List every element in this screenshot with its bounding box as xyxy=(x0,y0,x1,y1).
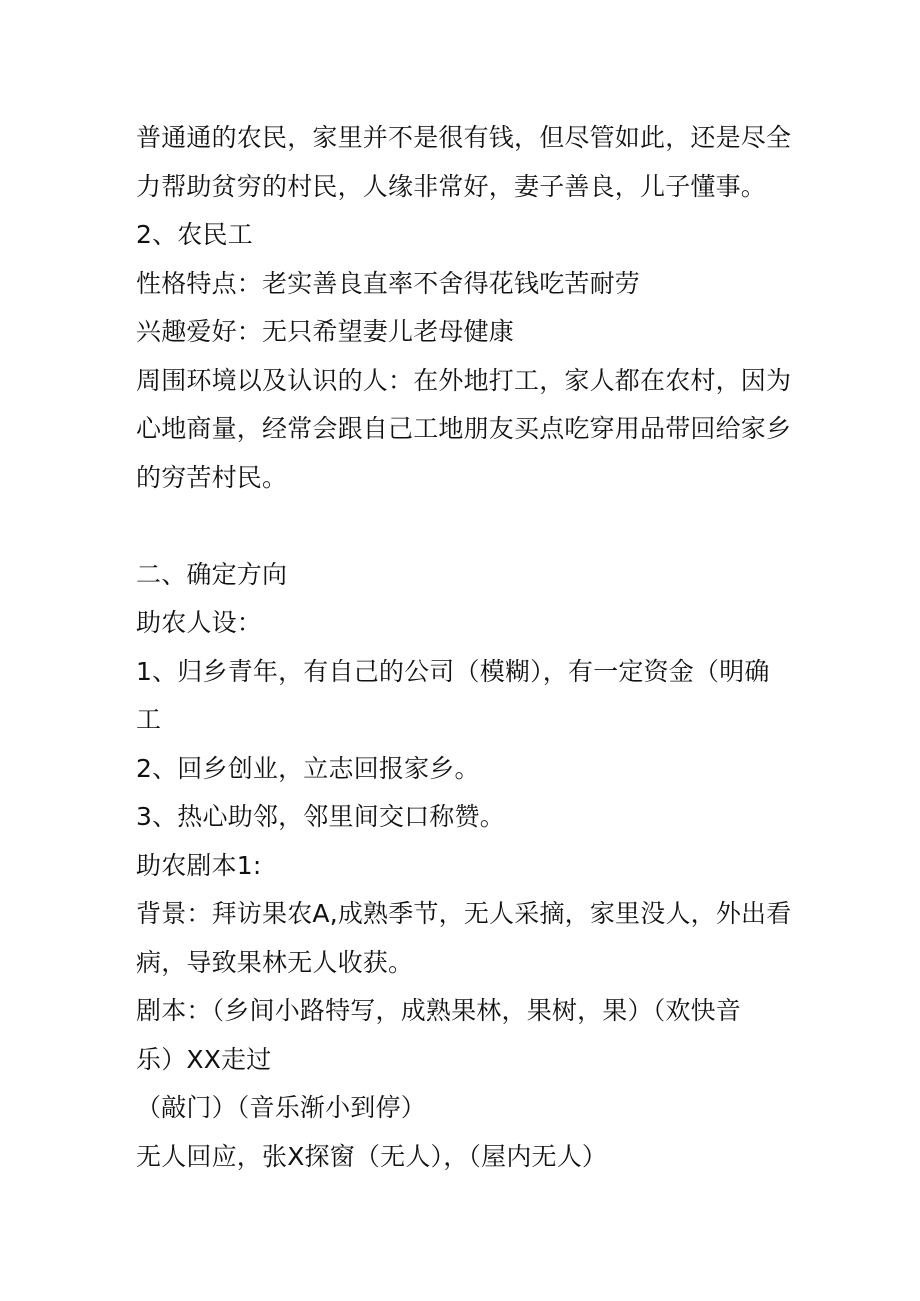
list-item: 2、回乡创业，立志回报家乡。 xyxy=(136,753,480,783)
list-item: 3、热心助邻，邻里间交口称赞。 xyxy=(136,802,505,831)
text-line: 背景：拜访果农A,成熟季节，无人采摘，家里没人，外出看 xyxy=(136,899,792,928)
text-line: 兴趣爱好：无只希望妻儿老母健康 xyxy=(136,317,515,346)
text-line: 普通通的农民，家里并不是很有钱，但尽管如此，还是尽全 xyxy=(136,123,792,152)
text-line: 助农人设： xyxy=(136,608,263,637)
section-heading: 二、确定方向 xyxy=(136,559,288,589)
blank-line xyxy=(136,502,796,551)
text-line: 性格特点：老实善良直率不舍得花钱吃苦耐劳 xyxy=(136,268,641,298)
text-line: 力帮助贫穷的村民，人缘非常好，妻子善良，儿子懂事。 xyxy=(136,171,767,201)
section-heading: 2、农民工 xyxy=(136,220,253,249)
section-heading: 助农剧本1: xyxy=(136,850,262,880)
text-line: 乐）XX走过 xyxy=(136,1044,272,1074)
text-line: 心地商量，经常会跟自己工地朋友买点吃穿用品带回给家乡 xyxy=(136,414,792,443)
text-line: 无人回应，张X探窗（无人），（屋内无人） xyxy=(136,1141,608,1171)
text-line: 工 xyxy=(136,705,162,734)
list-item: 1、归乡青年，有自己的公司（模糊），有一定资金（明确 xyxy=(136,656,770,686)
document-body xyxy=(136,114,796,1181)
text-line: 剧本：（乡间小路特写，成熟果林，果树，果）（欢快音 xyxy=(136,996,742,1025)
text-line: 的穷苦村民。 xyxy=(136,462,288,492)
text-line: 病，导致果林无人收获。 xyxy=(136,947,414,977)
text-line: 周围环境以及认识的人：在外地打工，家人都在农村，因为 xyxy=(136,365,792,395)
text-line: （敲门）（音乐渐小到停） xyxy=(136,1093,426,1122)
